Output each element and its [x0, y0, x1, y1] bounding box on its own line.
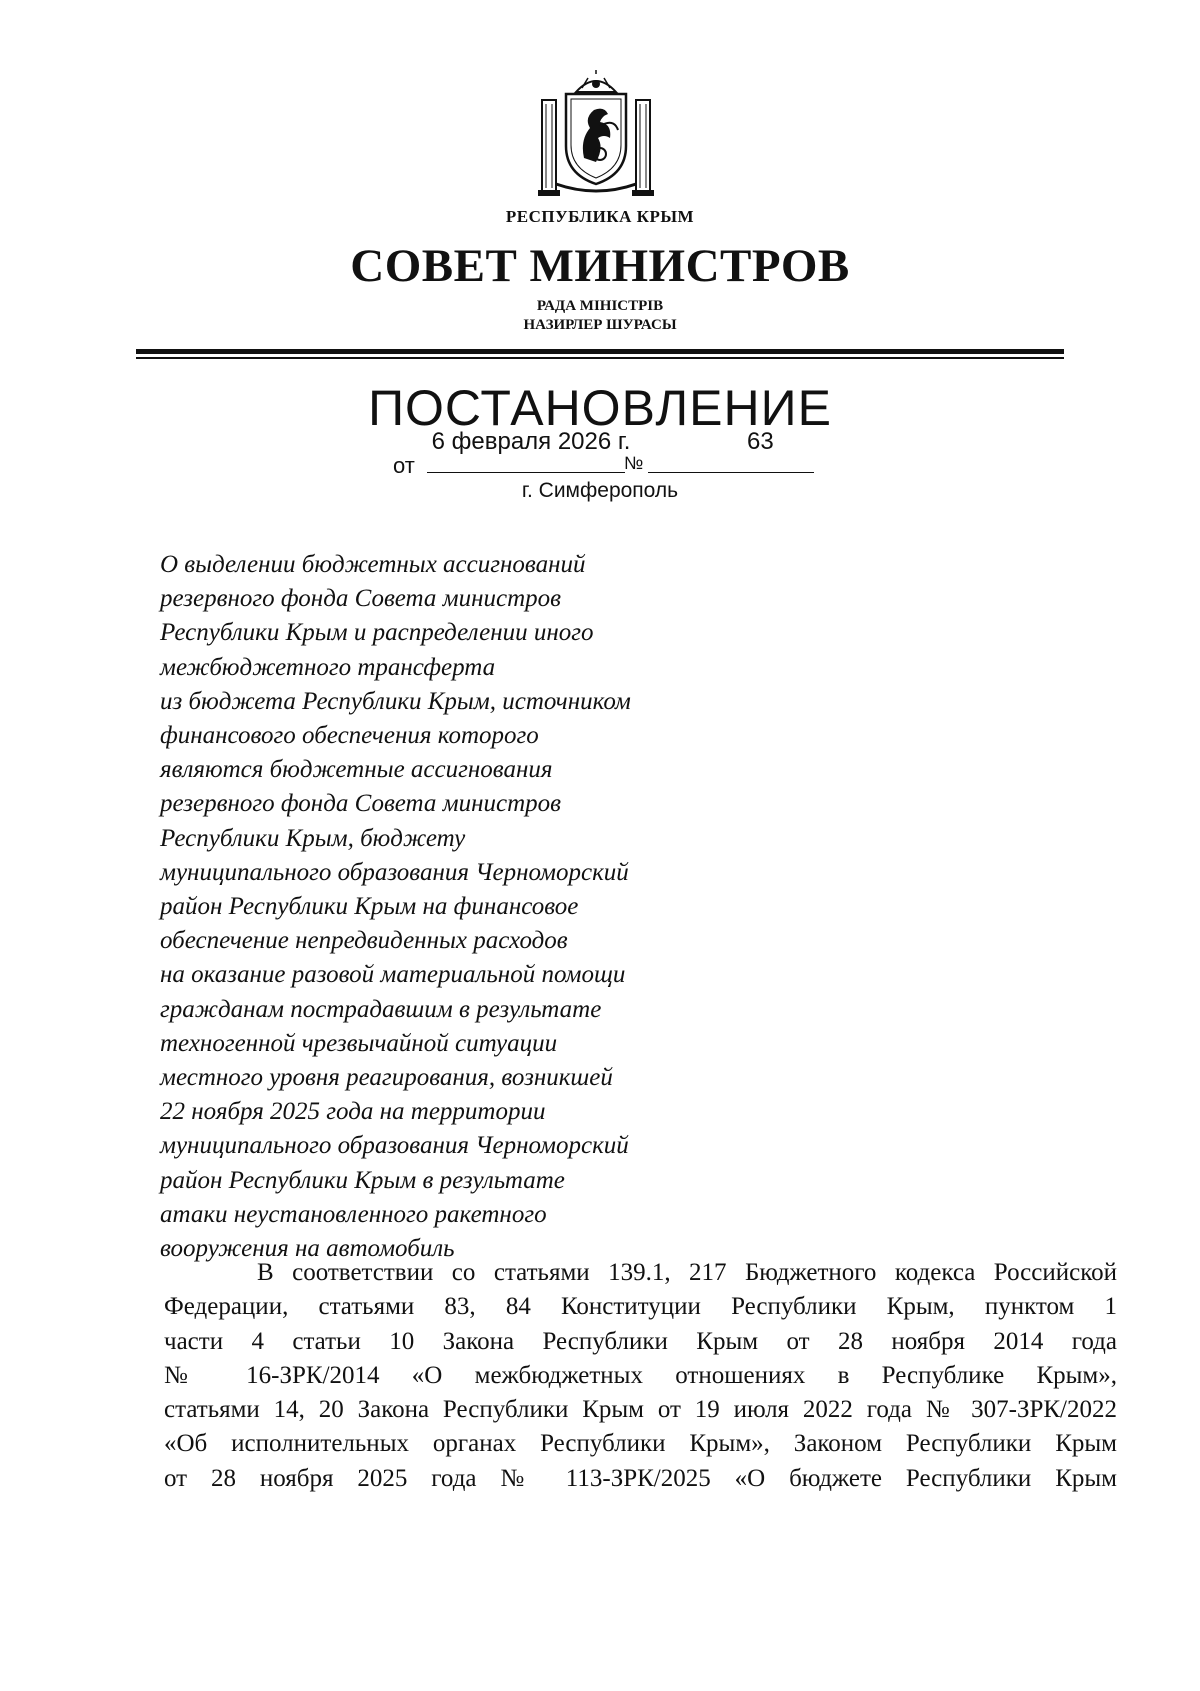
header-divider-thick: [136, 349, 1064, 354]
coat-of-arms-emblem: [538, 70, 654, 198]
subject-line: финансового обеспечения которого: [160, 722, 539, 750]
subject-line: Республики Крым и распределении иного: [160, 619, 594, 647]
document-city: г. Симферополь: [521, 479, 679, 502]
subject-line: гражданам пострадавшим в результате: [160, 995, 602, 1023]
header-divider-thin: [136, 357, 1064, 359]
council-name-crimean-tatar: НАЗИРЛЕР ШУРАСЫ: [523, 317, 677, 333]
subject-line: атаки неустановленного ракетного: [160, 1200, 547, 1228]
subject-line: межбюджетного трансферта: [160, 653, 496, 681]
body-line: «Об исполнительных органах Республики Крым», Законом Республики Крым: [164, 1430, 1117, 1458]
date-label: от: [393, 453, 415, 478]
body-line: статьями 14, 20 Закона Республики Крым от 19 июля 2022 года № 307-ЗРК/2022: [164, 1396, 1117, 1424]
subject-line: Республики Крым, бюджету: [160, 824, 466, 852]
republic-name: РЕСПУБЛИКА КРЫМ: [505, 207, 695, 226]
subject-line: из бюджета Республики Крым, источником: [160, 687, 631, 715]
body-line: от 28 ноября 2025 года № 113-ЗРК/2025 «О бюджете Республики Крым: [164, 1464, 1117, 1492]
subject-line: на оказание разовой материальной помощи: [160, 961, 626, 989]
subject-line: вооружения на автомобиль: [160, 1235, 455, 1263]
subject-line: являются бюджетные ассигнования: [160, 756, 553, 784]
document-number: 63: [747, 428, 774, 455]
document-subject: [160, 548, 720, 1266]
date-underline: [427, 472, 625, 473]
body-line: В соответствии со статьями 139.1, 217 Бюджетного кодекса Российской: [257, 1259, 1117, 1286]
subject-line: О выделении бюджетных ассигнований: [160, 551, 586, 578]
subject-line: муниципального образования Черноморский: [160, 1132, 629, 1160]
body-paragraph: [164, 1256, 1117, 1496]
subject-line: обеспечение непредвиденных расходов: [160, 927, 568, 955]
council-name-ukrainian: РАДА МІНІСТРІВ: [536, 298, 664, 314]
body-line: № 16-ЗРК/2014 «О межбюджетных отношениях в Республике Крым»,: [164, 1361, 1117, 1389]
document-date: 6 февраля 2026 г.: [431, 428, 631, 455]
body-line: части 4 статьи 10 Закона Республики Крым от 28 ноября 2014 года: [164, 1327, 1117, 1355]
document-type-title: ПОСТАНОВЛЕНИЕ: [368, 380, 832, 436]
subject-line: местного уровня реагирования, возникшей: [160, 1064, 613, 1092]
subject-line: район Республики Крым в результате: [160, 1166, 565, 1194]
subject-line: резервного фонда Совета министров: [160, 790, 562, 818]
subject-line: техногенной чрезвычайной ситуации: [160, 1029, 558, 1057]
council-name: СОВЕТ МИНИСТРОВ: [350, 240, 850, 292]
subject-line: район Республики Крым на финансовое: [160, 893, 579, 921]
subject-line: муниципального образования Черноморский: [160, 858, 629, 886]
number-underline: [648, 472, 814, 473]
number-label: №: [624, 453, 644, 473]
subject-line: 22 ноября 2025 года на территории: [160, 1098, 546, 1126]
subject-line: резервного фонда Совета министров: [160, 585, 562, 613]
body-line: Федерации, статьями 83, 84 Конституции Республики Крым, пунктом 1: [164, 1293, 1117, 1321]
